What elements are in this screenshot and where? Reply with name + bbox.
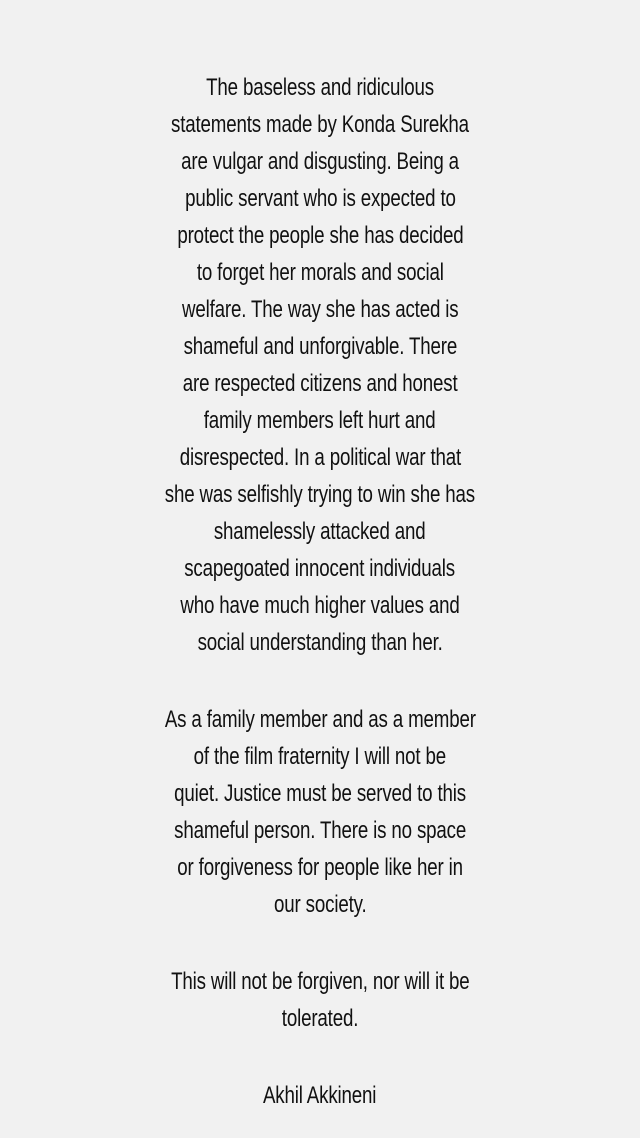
text-line: scapegoated innocent individuals	[184, 555, 456, 582]
text-line: This will not be forgiven, nor will it be	[170, 968, 470, 995]
text-line: who have much higher values and	[180, 592, 460, 619]
text-line: to forget her morals and social	[196, 259, 444, 286]
text-line: of the film fraternity I will not be	[193, 743, 447, 770]
text-line: disrespected. In a political war that	[179, 444, 461, 471]
text-line: public servant who is expected to	[184, 185, 456, 212]
text-line: shameful person. There is no space	[174, 817, 466, 844]
text-line: As a family member and as a member	[164, 706, 476, 733]
text-line: she was selfishly trying to win she has	[164, 481, 476, 508]
text-line: quiet. Justice must be served to this	[174, 780, 466, 807]
text-line: The baseless and ridiculous	[206, 74, 434, 101]
signature: Akhil Akkineni	[263, 1082, 377, 1109]
text-line: tolerated.	[281, 1005, 359, 1032]
text-line: are respected citizens and honest	[182, 370, 458, 397]
text-line: family members left hurt and	[204, 407, 436, 434]
text-line: our society.	[273, 891, 367, 918]
text-line: social understanding than her.	[197, 629, 443, 656]
text-line: or forgiveness for people like her in	[177, 854, 463, 881]
text-line: protect the people she has decided	[176, 222, 464, 249]
text-line: statements made by Konda Surekha	[171, 111, 469, 138]
text-line: shamelessly attacked and	[214, 518, 426, 545]
text-line: welfare. The way she has acted is	[181, 296, 459, 323]
text-line: are vulgar and disgusting. Being a	[181, 148, 459, 175]
text-line: shameful and unforgivable. There	[183, 333, 457, 360]
